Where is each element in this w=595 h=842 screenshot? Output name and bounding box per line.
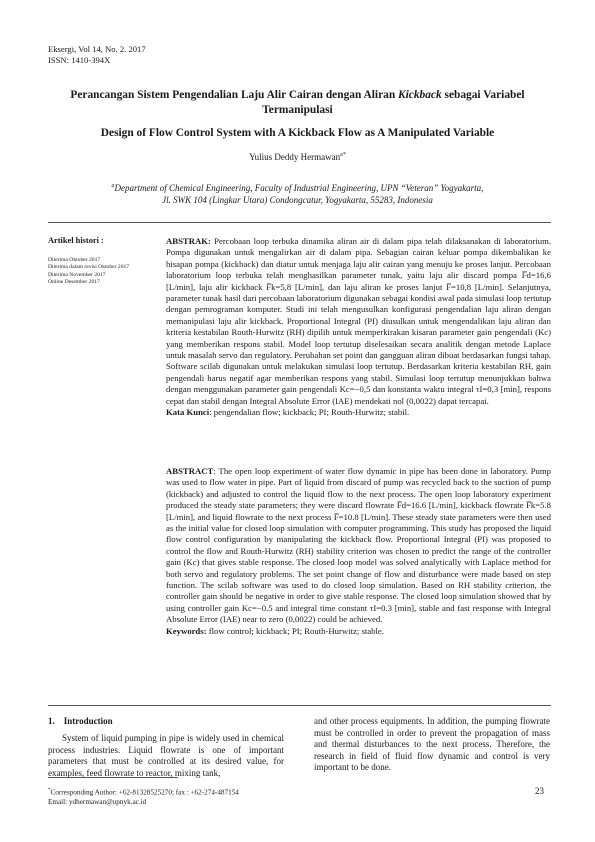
author xyxy=(60,152,535,162)
title-id-rest: sebagai Variabel Termanipulasi xyxy=(262,89,525,116)
footnote-line1: Corresponding Author: +62-81328525270; fax : +62-274-487154 xyxy=(50,788,239,797)
journal-header xyxy=(48,44,146,66)
history-item: Diterima dalam revisi Oktober 2017 xyxy=(48,264,130,271)
article-history xyxy=(48,236,148,287)
title-id-italic: Kickback xyxy=(398,89,442,101)
author-sup: a* xyxy=(340,152,346,158)
footnote xyxy=(48,786,239,807)
history-item: Online Desember 2017 xyxy=(48,279,100,286)
affil-line2: Jl. SWK 104 (Lingkar Utara) Condongcatur, Yogyakarta, 55283, Indonesia xyxy=(162,195,433,205)
abstract-block xyxy=(166,466,551,637)
issn: ISSN: 1410-394X xyxy=(48,55,111,65)
footnote-sup: * xyxy=(48,788,51,793)
title-indonesian xyxy=(60,88,535,118)
keywords-label: Keywords: xyxy=(166,625,207,636)
title-id-main: Perancangan Sistem Pengendalian Laju Alir Cairan dengan Aliran xyxy=(70,89,399,101)
history-item: Diterima November 2017 xyxy=(48,271,106,278)
section-heading: 1. Introduction xyxy=(48,716,113,726)
body-column-right: and other process equipments. In addition, the pumping flowrate must be controlled in order to prevent the propagation of mass and thermal disturbances to the next process. Therefore, the research in field of fluid flow dynamic and control is very important to be done. xyxy=(314,716,550,773)
affil-sup: a xyxy=(111,183,115,189)
abstrak-label: ABSTRAK: xyxy=(166,236,211,246)
abstract-divider xyxy=(48,705,551,706)
history-title: Artikel histori : xyxy=(48,236,104,245)
footnote-divider xyxy=(48,777,178,778)
kata-kunci-label: Kata Kunci xyxy=(166,407,210,418)
page-number: 23 xyxy=(535,786,544,796)
author-name: Yulius Deddy Hermawan xyxy=(249,152,341,162)
top-divider xyxy=(48,222,551,223)
abstract-text: : The open loop experiment of water flow dynamic in pipe has been done in laboratory. Pump was used to flow water in pipe. Part of liquid from discard of pump was recycled back to the suction of pump (kickback) and adjusted to control the liquid flow to the next process. The open loop laboratory experiment produced the steady state parameters; they were discard flowrate F̅d=16.6 [L/min], kickback flowrate F̅k=5.8 [L/min], and liquid flowrate to the next process F̅=10.8 [L/min]. These steady state parameters were then used as the initial value for closed loop simulation with computer programming. This study has proposed the liquid flow control configuration by manipulating the kickback flow. Proportional Integral (PI) was proposed to control the flow and Routh-Hurwitz (RH) stability criterion was chosen to predict the range of the controller gain (Kc) that gives stable response. The closed loop model was solved analytically with Laplace method for both servo and regulatory problems. The set point change of flow and disturbance were made based on step function. The scilab software was used to do closed loop simulation. Based on RH stability criterion, the controller gain should be negative in order to give stable response. The closed loop simulation showed that by using controller gain Kc=−0.5 and integral time constant τI=0.3 [min], stable and fast response with Integral Absolute Error (IAE) near to zero (0,0022) could be achieved. xyxy=(166,466,551,625)
keywords: flow control; kickback; PI; Routh-Hurwitz; stable. xyxy=(206,625,384,636)
footnote-email: Email: ydhermawan@upnyk.ac.id xyxy=(48,798,147,807)
kata-kunci: : pengendalian flow; kickback; PI; Routh-Hurwitz; stabil. xyxy=(209,407,410,418)
affiliation xyxy=(60,180,535,206)
abstrak-block xyxy=(166,236,551,419)
history-item: Diterima Oktober 2017 xyxy=(48,257,101,263)
abstrak-text: Percobaan loop terbuka dinamika aliran air di dalam pipa telah dilaksanakan di laboratorium. Pompa digunakan untuk mengalirkan air di dalam pipa. Sebagian cairan keluar pompa dikembalikan ke hisapan pompa (kickback) dan diatur untuk menjaga laju alir cairan yang menuju ke proses lanjut. Percobaan laboratorium loop terbuka telah menghasilkan parameter tunak, yaitu laju alir discard pompa F̅d=16,6 [L/min], laju alir kickback F̅k=5,8 [L/min], dan laju aliran ke proses lanjut F̅=10,8 [L/min]. Selanjutnya, parameter tunak hasil dari percobaan laboratorium digunakan sebagai kondisi awal pada simulasi loop tertutup dengan pemrograman komputer. Studi ini telah mengusulkan konfigurasi pengendalian laju aliran dengan memanipulasi laju alir kickback. Proportional Integral (PI) diusulkan untuk mengendalikan laju aliran dan kriteria kestabilan Routh-Hurwitz (RH) dipilih untuk memperkirakan kisaran parameter gain pengendali (Kc) yang memberikan respons stabil. Model loop tertutup diselesaikan secara analitik dengan metode Laplace untuk masalah servo dan regulatory. Perubahan set point dan gangguan aliran dibuat berdasarkan fungsi tahap. Software scilab digunakan untuk melakukan simulasi loop tertutup. Berdasarkan kriteria kestabilan RH, gain pengendali harus negatif agar memberikan respons yang stabil. Simulasi loop tertutup menunjukkan bahwa dengan menggunakan parameter gain pengendali Kc=−0,5 dan konstanta waktu integral τI=0,3 [min], respons cepat dan stabil dengan Integral Absolute Error (IAE) mendekati nol (0,0022) dapat tercapai. xyxy=(166,236,552,406)
abstract-label: ABSTRACT xyxy=(166,466,214,476)
title-english: Design of Flow Control System with A Kickback Flow as A Manipulated Variable xyxy=(100,127,495,139)
affil-line1: Department of Chemical Engineering, Faculty of Industrial Engineering, UPN “Veteran” Yogyakarta, xyxy=(114,183,484,193)
body-column-left: System of liquid pumping in pipe is widely used in chemical process industries. Liquid flowrate is one of important parameters that must be controlled at its desired value, for examples, feed flowrate to reactor, mixing tank, xyxy=(48,733,284,778)
journal-name: Eksergi, Vol 14, No. 2. 2017 xyxy=(48,44,146,54)
